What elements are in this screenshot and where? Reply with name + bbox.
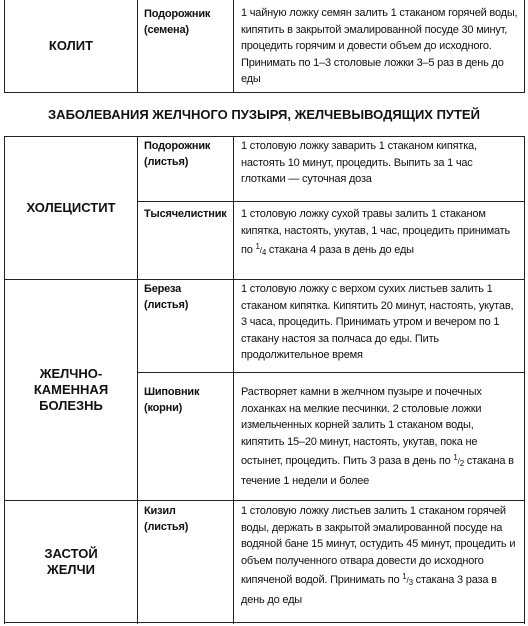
recipe-colitis: 1 чайную ложку семян залить 1 стаканом горячей воды, кипятить в закрытой эмалированной посуде 30 минут, процедить горячим и довести объем до исходного. Принимать по 1–3 столовые ложки 3–5 раз в день до еды [241, 7, 518, 86]
recipe-plantain-leaves: 1 столовую ложку заварить 1 стаканом кипятка, настоять 10 минут, процедить. Выпить за 1 час глотками — суточная доза [241, 140, 477, 186]
plant-plantain-seeds: Подорожник (семена) [144, 8, 211, 36]
plant-plantain-leaves: Подорожник (листья) [144, 140, 211, 168]
row-divider [137, 201, 525, 202]
table-border-right [524, 136, 525, 624]
table-border-right [524, 0, 525, 92]
disease-bile-stasis: ЗАСТОЙ ЖЕЛЧИ [44, 545, 98, 577]
disease-colitis: КОЛИТ [48, 38, 94, 53]
plant-dogwood-leaves: Кизил (листья) [144, 505, 189, 533]
plant-birch-leaves: Береза (листья) [144, 283, 189, 311]
row-divider [4, 622, 525, 623]
fraction-numerator: 1 [402, 572, 407, 582]
fraction-numerator: 1 [453, 453, 458, 463]
disease-cholecystitis: ХОЛЕЦИСТИТ [26, 200, 116, 215]
column-divider [137, 136, 138, 624]
row-divider [137, 372, 525, 373]
recipe-text: стакана 4 раза в день до еды [266, 244, 414, 257]
recipe-text: стакана в течение 1 недели и более [241, 455, 514, 487]
recipe-text: 1 столовую ложку листьев залить 1 стаканом горячей воды, держать в закрытой эмалированной посуде на водяной бане 15 минут, остудить 45 минут, процедить и объем полученного отвара довести до исходного кипяченой водой. Принимать по [241, 505, 516, 587]
recipe-birch-leaves: 1 столовую ложку с верхом сухих листьев залить 1 стаканом кипятка. Кипятить 20 минут, настоять, укутав, 3 часа, процедить. Принимать утром и вечером по 1 стакану настоя за полчаса до еды. Пить продолжительное время [241, 283, 514, 362]
fraction: $^1/_2$ [453, 453, 464, 469]
recipe-text: Растворяет камни в желчном пузыре и почечных лоханках на мелкие песчинки. 2 столовые ложки измельченных корней залить 1 стаканом воды, кипятить 15–20 минут, настоять, укутав, пока не остынет, процедить. Пить 3 раза в день по [241, 386, 482, 468]
recipe-text: 1 столовую ложку сухой травы залить 1 стаканом кипятка, настоять, укутав, 1 час, процедить принимать по [241, 208, 510, 257]
disease-gallstones: ЖЕЛЧНО- КАМЕННАЯ БОЛЕЗНЬ [33, 366, 109, 413]
fraction: $^1/_3$ [402, 572, 413, 588]
section-header: ЗАБОЛЕВАНИЯ ЖЕЛЧНОГО ПУЗЫРЯ, ЖЕЛЧЕВЫВОДЯЩИХ ПУТЕЙ [48, 106, 480, 122]
recipe-yarrow [241, 206, 519, 262]
recipe-text: стакана 3 раза в день до еды [241, 574, 497, 606]
fraction: $^1/_4$ [255, 242, 267, 258]
recipe-dogwood-leaves [241, 503, 519, 609]
fraction-denominator: 2 [459, 459, 464, 469]
recipe-rosehip-roots [241, 384, 519, 490]
column-divider [137, 0, 138, 92]
fraction-denominator: 4 [261, 248, 267, 258]
fraction-numerator: 1 [255, 242, 260, 252]
fraction-denominator: 3 [408, 578, 413, 588]
plant-rosehip-roots: Шиповник (корни) [144, 386, 200, 414]
plant-yarrow: Тысячелистник [144, 208, 227, 220]
